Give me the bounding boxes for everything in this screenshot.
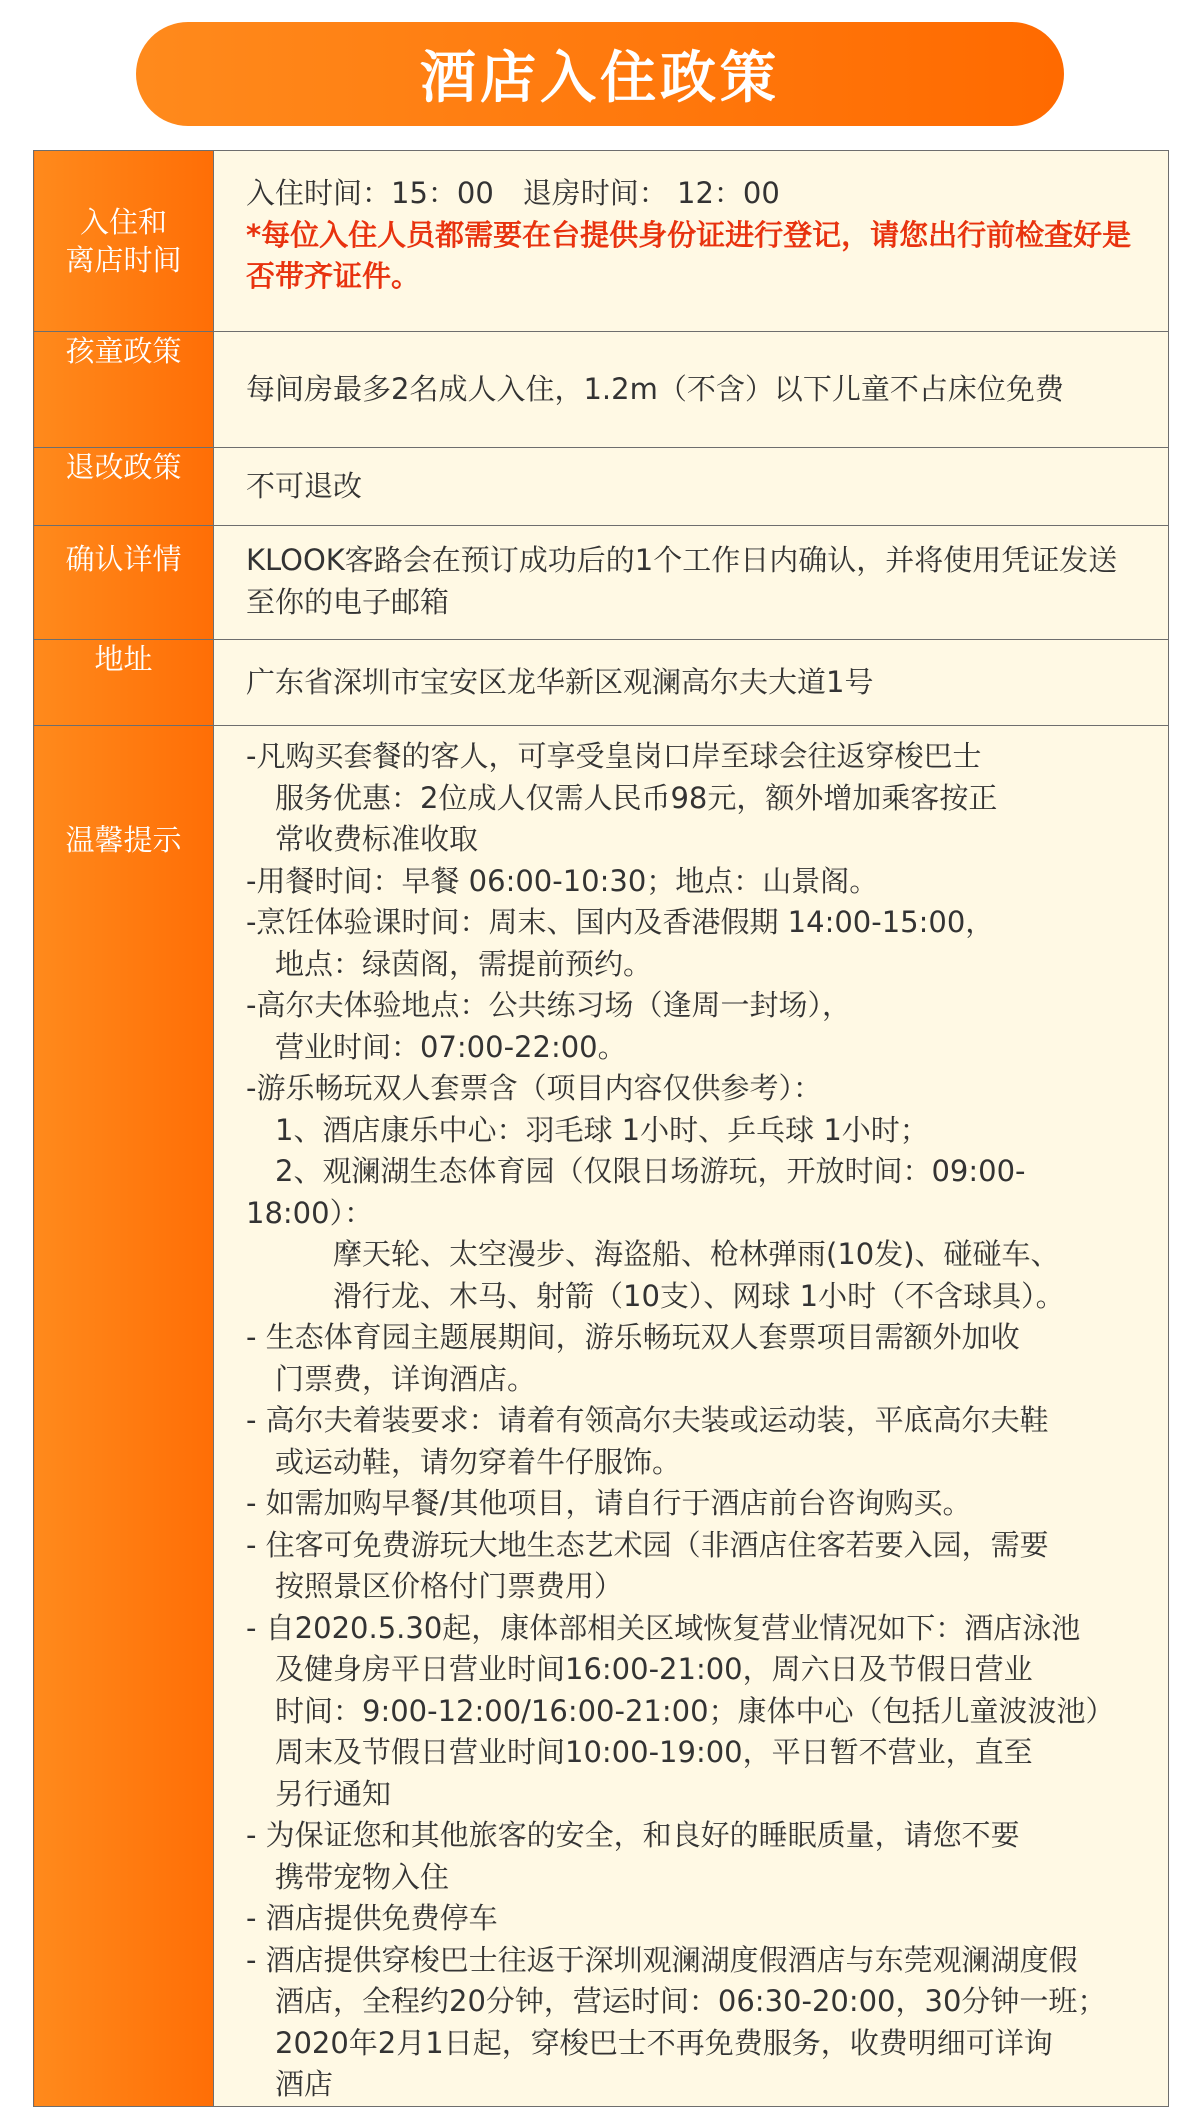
tip-line: - 住客可免费游玩大地生态艺术园（非酒店住客若要入园，需要 <box>246 1527 1049 1562</box>
tip-line: 常收费标准收取 <box>246 822 479 856</box>
tip-line: 酒店 <box>246 2067 334 2101</box>
content-checkin <box>214 151 1169 332</box>
label-checkin-line2: 离店时间 <box>65 243 182 277</box>
tip-line: -烹饪体验课时间：周末、国内及香港假期 14:00-15:00， <box>246 905 995 939</box>
row-child-policy <box>34 332 1169 448</box>
label-checkin <box>34 151 214 332</box>
tip-line: 及健身房平日营业时间16:00-21:00，周六日及节假日营业 <box>246 1652 1033 1686</box>
content-refund-policy: 不可退改 <box>214 448 1169 526</box>
tip-line: - 酒店提供免费停车 <box>246 1901 498 1935</box>
row-address <box>34 640 1169 726</box>
id-requirement-note: *每位入住人员都需要在台提供身份证进行登记，请您出行前检查好是否带齐证件。 <box>246 217 1132 293</box>
tip-line: 滑行龙、木马、射箭（10支）、网球 1小时（不含球具）。 <box>246 1278 1065 1313</box>
tip-line: 按照景区价格付门票费用） <box>246 1569 624 1603</box>
tip-line: 2020年2月1日起，穿梭巴士不再免费服务，收费明细可详询 <box>246 2025 1053 2060</box>
tip-line: 1、酒店康乐中心：羽毛球 1小时、乒乓球 1小时； <box>246 1112 929 1147</box>
tip-line: -游乐畅玩双人套票含（项目内容仅供参考）： <box>246 1071 822 1105</box>
tips-list <box>246 736 1140 2106</box>
tip-line: -高尔夫体验地点：公共练习场（逢周一封场）， <box>246 988 851 1022</box>
label-refund-policy: 退改政策 <box>34 448 214 526</box>
content-tips <box>214 726 1169 2107</box>
label-checkin-line1: 入住和 <box>79 205 167 239</box>
tip-line: 营业时间：07:00-22:00。 <box>246 1029 627 1064</box>
content-confirmation: KLOOK客路会在预订成功后的1个工作日内确认，并将使用凭证发送至你的电子邮箱 <box>214 526 1169 640</box>
tip-line: 2、观澜湖生态体育园（仅限日场游玩，开放时间：09:00-18:00）： <box>246 1154 1026 1230</box>
label-tips: 温馨提示 <box>34 726 214 2107</box>
label-address: 地址 <box>34 640 214 726</box>
tip-line: 携带宠物入住 <box>246 1859 450 1894</box>
label-confirmation: 确认详情 <box>34 526 214 640</box>
row-refund-policy <box>34 448 1169 526</box>
tip-line: -凡购买套餐的客人，可享受皇岗口岸至球会往返穿梭巴士 <box>246 739 982 773</box>
tip-line: 周末及节假日营业时间10:00-19:00，平日暂不营业，直至 <box>246 1735 1033 1769</box>
tip-line: - 生态体育园主题展期间，游乐畅玩双人套票项目需额外加收 <box>246 1320 1020 1354</box>
content-address: 广东省深圳市宝安区龙华新区观澜高尔夫大道1号 <box>214 640 1169 726</box>
row-tips <box>34 726 1169 2107</box>
tip-line: - 高尔夫着装要求：请着有领高尔夫装或运动装，平底高尔夫鞋 <box>246 1403 1049 1437</box>
tip-line: 摩天轮、太空漫步、海盗船、枪林弹雨(10发)、碰碰车、 <box>246 1237 1060 1271</box>
tip-line: 门票费，详询酒店。 <box>246 1361 537 1396</box>
policy-table <box>33 150 1169 2107</box>
tip-line: 服务优惠：2位成人仅需人民币98元，额外增加乘客按正 <box>246 780 998 815</box>
tip-line: - 酒店提供穿梭巴士往返于深圳观澜湖度假酒店与东莞观澜湖度假 <box>246 1942 1078 1977</box>
tip-line: - 为保证您和其他旅客的安全，和良好的睡眠质量，请您不要 <box>246 1818 1020 1852</box>
tip-line: 或运动鞋，请勿穿着牛仔服饰。 <box>246 1444 682 1479</box>
tip-line: 酒店，全程约20分钟，营运时间：06:30-20:00，30分钟一班； <box>246 1984 1107 2018</box>
tip-line: - 如需加购早餐/其他项目，请自行于酒店前台咨询购买。 <box>246 1486 972 1520</box>
row-checkin <box>34 151 1169 332</box>
row-confirmation <box>34 526 1169 640</box>
tip-line: 时间：9:00-12:00/16:00-21:00；康体中心（包括儿童波波池） <box>246 1693 1115 1728</box>
label-child-policy: 孩童政策 <box>34 332 214 448</box>
page-title: 酒店入住政策 <box>420 46 780 111</box>
tip-line: 地点：绿茵阁，需提前预约。 <box>246 946 653 981</box>
checkin-times: 入住时间：15：00 退房时间： 12：00 <box>246 176 780 210</box>
tip-line: 另行通知 <box>246 1776 392 1811</box>
title-banner <box>136 22 1064 126</box>
content-child-policy: 每间房最多2名成人入住，1.2m（不含）以下儿童不占床位免费 <box>214 332 1169 448</box>
tip-line: -用餐时间：早餐 06:00-10:30；地点：山景阁。 <box>246 863 879 898</box>
tip-line: - 自2020.5.30起，康体部相关区域恢复营业情况如下：酒店泳池 <box>246 1610 1081 1645</box>
